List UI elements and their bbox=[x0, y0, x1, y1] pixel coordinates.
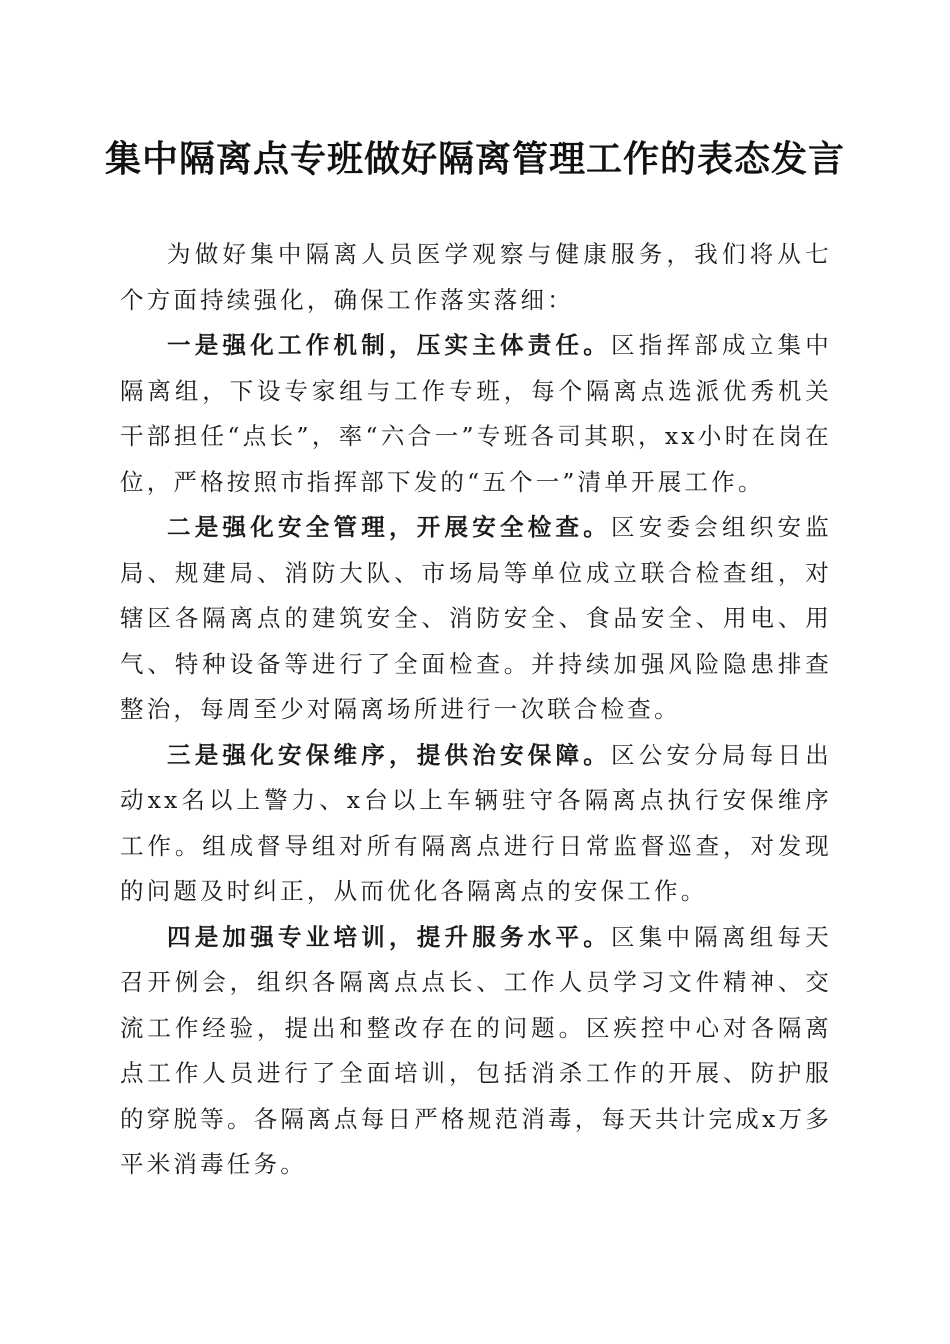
paragraph-2-lead: 二是强化安全管理，开展安全检查。 bbox=[167, 513, 612, 541]
paragraph-2-text: 区安委会组织安监局、规建局、消防大队、市场局等单位成立联合检查组，对辖区各隔离点的建筑安全、消防安全、食品安全、用电、用气、特种设备等进行了全面检查。并持续加强风险隐患排查整治，每周至少对隔离场所进行一次联合检查。 bbox=[120, 513, 832, 723]
paragraph-4-text: 区集中隔离组每天召开例会，组织各隔离点点长、工作人员学习文件精神、交流工作经验，提出和整改存在的问题。区疾控中心对各隔离点工作人员进行了全面培训，包括消杀工作的开展、防护服的穿脱等。各隔离点每日严格规范消毒，每天共计完成x万多平米消毒任务。 bbox=[120, 922, 832, 1178]
intro-paragraph: 为做好集中隔离人员医学观察与健康服务，我们将从七个方面持续强化，确保工作落实落细： bbox=[120, 240, 832, 314]
paragraph-3 bbox=[120, 733, 832, 915]
paragraph-1 bbox=[120, 323, 832, 505]
paragraph-1-text: 区指挥部成立集中隔离组，下设专家组与工作专班，每个隔离点选派优秀机关干部担任“点长”，率“六合一”专班各司其职，xx小时在岗在位，严格按照市指挥部下发的“五个一”清单开展工作。 bbox=[120, 331, 832, 496]
paragraph-1-lead: 一是强化工作机制，压实主体责任。 bbox=[167, 331, 612, 359]
paragraph-2 bbox=[120, 505, 832, 733]
document-body bbox=[120, 232, 832, 1188]
paragraph-3-lead: 三是强化安保维序，提供治安保障。 bbox=[167, 740, 612, 769]
paragraph-4 bbox=[120, 915, 832, 1188]
paragraph-3-text: 区公安分局每日出动xx名以上警力、x台以上车辆驻守各隔离点执行安保维序工作。组成督导组对所有隔离点进行日常监督巡查，对发现的问题及时纠正，从而优化各隔离点的安保工作。 bbox=[120, 740, 832, 905]
document-title: 集中隔离点专班做好隔离管理工作的表态发言 bbox=[104, 138, 845, 180]
paragraph-4-lead: 四是加强专业培训，提升服务水平。 bbox=[167, 922, 612, 951]
